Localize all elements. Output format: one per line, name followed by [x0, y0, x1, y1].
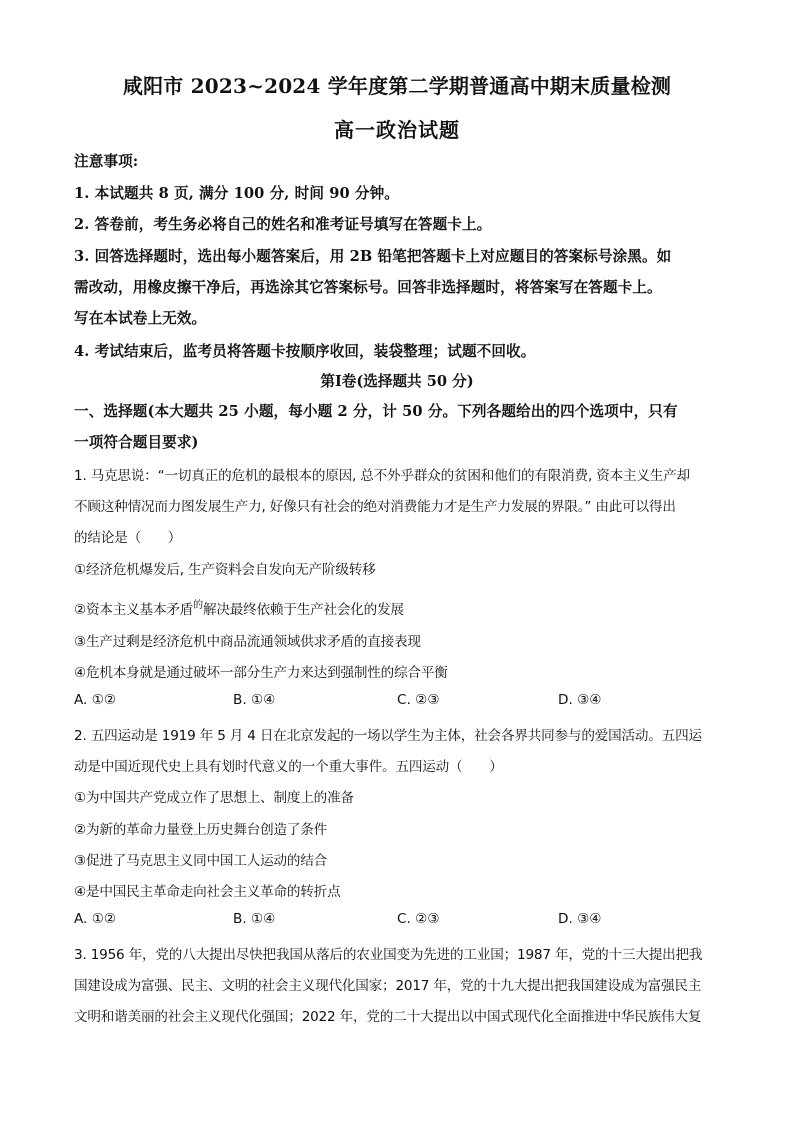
- q1-option-c: C. ②③: [397, 692, 440, 708]
- q1-option-d: D. ③④: [558, 692, 602, 708]
- section-intro-line-1: 一、选择题(本大题共 25 小题，每小题 2 分，计 50 分。下列各题给出的四个选项中，只有: [74, 403, 678, 420]
- q3-stem-line-1: 3. 1956 年，党的八大提出尽快把我国从落后的农业国变为先进的工业国；1987 年，党的十三大提出把我: [74, 947, 703, 963]
- q2-option-b: B. ①④: [233, 911, 276, 927]
- q2-statement-4: ④是中国民主革命走向社会主义革命的转折点: [74, 884, 341, 900]
- q1-statement-2-part-b: 解决最终依赖于生产社会化的发展: [202, 602, 404, 618]
- q1-stem-line-2: 不顾这种情况而力图发展生产力, 好像只有社会的绝对消费能力才是生产力发展的界限。” 由此可以得出: [74, 499, 676, 515]
- notice-item-3-line-1: 3. 回答选择题时，选出每小题答案后，用 2B 铅笔把答题卡上对应题目的答案标号涂黑。如: [74, 248, 672, 265]
- q2-stem-line-1: 2. 五四运动是 1919 年 5 月 4 日在北京发起的一场以学生为主体，社会各界共同参与的爱国活动。五四运: [74, 728, 702, 744]
- q2-stem-line-2: 动是中国近现代史上具有划时代意义的一个重大事件。五四运动（ ）: [74, 759, 503, 775]
- q3-stem-line-3: 文明和谐美丽的社会主义现代化强国；2022 年，党的二十大提出以中国式现代化全面推进中华民族伟大复: [74, 1009, 702, 1025]
- q1-option-a: A. ①②: [74, 692, 117, 708]
- q2-statement-2: ②为新的革命力量登上历史舞台创造了条件: [74, 822, 328, 838]
- notice-item-2: 2. 答卷前，考生务必将自己的姓名和准考证号填写在答题卡上。: [74, 216, 492, 233]
- q1-stem-line-3: 的结论是（ ）: [74, 530, 182, 546]
- q1-statement-3: ③生产过剩是经济危机中商品流通领域供求矛盾的直接表现: [74, 634, 421, 650]
- q2-option-a: A. ①②: [74, 911, 117, 927]
- notice-item-4: 4. 考试结束后，监考员将答题卡按顺序收回，装袋整理；试题不回收。: [74, 343, 536, 360]
- notice-item-3-line-3: 写在本试卷上无效。: [74, 310, 207, 327]
- notice-item-3-line-2: 需改动，用橡皮擦干净后，再选涂其它答案标号。回答非选择题时，将答案写在答题卡上。: [74, 279, 662, 296]
- q1-statement-2: [74, 596, 722, 618]
- q1-option-b: B. ①④: [233, 692, 276, 708]
- notice-heading: 注意事项:: [74, 153, 139, 170]
- q2-statement-3: ③促进了马克思主义同中国工人运动的结合: [74, 853, 328, 869]
- q2-option-c: C. ②③: [397, 911, 440, 927]
- q3-stem-line-2: 国建设成为富强、民主、文明的社会主义现代化国家；2017 年，党的十九大提出把我国建设成为富强民主: [74, 978, 702, 994]
- q1-statement-1: ①经济危机爆发后, 生产资料会自发向无产阶级转移: [74, 562, 376, 578]
- section-title: 第Ⅰ卷(选择题共 50 分): [320, 373, 474, 390]
- q1-statement-2-superscript: 的: [193, 600, 203, 611]
- exam-subtitle: 高一政治试题: [334, 118, 460, 142]
- q1-statement-4: ④危机本身就是通过破坏一部分生产力来达到强制性的综合平衡: [74, 665, 448, 681]
- notice-item-1: 1. 本试题共 8 页, 满分 100 分, 时间 90 分钟。: [74, 185, 399, 202]
- q1-statement-2-part-a: ②资本主义基本矛盾: [74, 602, 194, 618]
- exam-title: 咸阳市 2023~2024 学年度第二学期普通高中期末质量检测: [122, 74, 672, 98]
- q2-statement-1: ①为中国共产党成立作了思想上、制度上的准备: [74, 790, 354, 806]
- q2-option-d: D. ③④: [558, 911, 602, 927]
- q1-stem-line-1: 1. 马克思说：“一切真正的危机的最根本的原因, 总不外乎群众的贫困和他们的有限消费, 资本主义生产却: [74, 468, 690, 484]
- section-intro-line-2: 一项符合题目要求): [74, 434, 199, 451]
